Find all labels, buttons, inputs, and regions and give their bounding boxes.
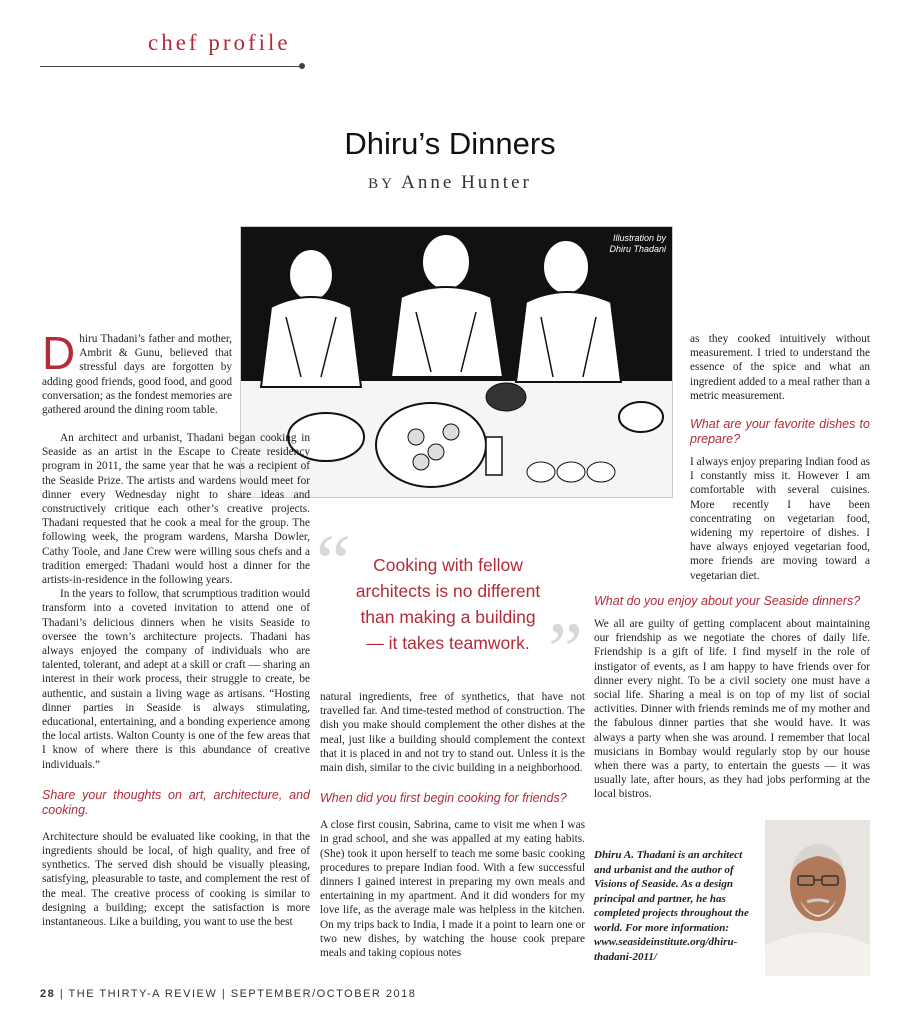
page-number: 28 — [40, 988, 56, 1000]
paragraph: An architect and urbanist, Thadani began cooking in Seaside as an artist in the Escape to Create residency program in 2011, the same year that he was a recipient of the Seaside Prize. The artists and wardens would meet for dinner every Wednesday night to share ideas and constructively critique each other’s creative projects. Thadani requested that he cook a meal for the group. The following week, the program wardens, Marsha Dowler, Cathy Toole, and Jane Crew were willing sous chefs and a tradition emerged: Thadani would host a dinner for the artists-in-residence in the following years. — [42, 432, 310, 587]
drop-cap: D — [42, 327, 76, 379]
pull-quote: Cooking with fellow architects is no different than making a building — it takes teamwork. — [355, 555, 541, 653]
paragraph: Architecture should be evaluated like cooking, in that the ingredients should be local, of high quality, and free of synthetics. The served dish should be visually pleasing, satisfying, pleasurable to taste, and complement the rest of the meal. The creative process of cooking is similar to designing a building; except the satisfaction is more instantaneous. Like a building, you want to use the best — [42, 830, 310, 929]
author-bio: Dhiru A. Thadani is an architect and urbanist and the author of Visions of Seaside. As a design principal and partner, he has completed projects throughout the world. For more information: www.seasideinstitute.org/dhiru-thadani-2011/ — [594, 849, 749, 963]
byline-author-first: Anne — [401, 172, 455, 193]
section-label: chef profile — [148, 30, 291, 55]
column-3 — [594, 594, 870, 802]
issue-date: SEPTEMBER/OCTOBER 2018 — [230, 988, 417, 1000]
footer-separator: | — [221, 988, 227, 1000]
open-quote-mark: “ — [316, 518, 351, 605]
question-heading: When did you first begin cooking for friends? — [320, 791, 567, 806]
column-2 — [320, 690, 585, 960]
paragraph: hiru Thadani’s father and mother, Ambrit & Gunu, believed that stressful days are forgotten by adding good friends, good food, and good conversation; as the fondest memories are gathered around the dining room table. — [42, 333, 232, 417]
portrait-image — [765, 820, 870, 976]
illustration-credit: Illustration by Dhiru Thadani — [609, 233, 666, 254]
paragraph: We all are guilty of getting complacent about maintaining our friendship as we negotiate the chores of daily life. Friendship is a gift of life. I find myself in the role of instigator of events, as I am happy to have friends over for dinner every night. To be a civil society one must have a social life. Sharing a meal is on top of my list of social activities. Dinner with friends reminds me of my mother and the fabulous dinner parties that she would have. It was always a party when she was around. I remember that local musicians in Bombay would regularly stop by our house when there was a party, to entertain the guests — it was usually late, after hours, as they had jobs performing at the local bistros. — [594, 618, 870, 801]
footer-separator: | — [59, 988, 65, 1000]
publication-name: THE THIRTY-A REVIEW — [68, 988, 218, 1000]
paragraph: In the years to follow, that scrumptious tradition would transform into a coveted invitation to attend one of Thadani’s delicious dinners when he visits Seaside to oversee the town’s architecture projects. Thadani has always enjoyed the company of individuals who are talented, tolerant, and adept at a skill or craft — sharing an interest in their work process, their struggle to create, be authentic, and sustain a living wage as artisans. “Hosting dinner parties in Seaside is always stimulating, educational, entertaining, and a bonding experience among the local artists. Walton County is one of the few areas that I know of where there is this abundance of creative individuals.” — [42, 588, 310, 771]
article-title: Dhiru’s Dinners — [344, 126, 556, 161]
question-heading: What are your favorite dishes to prepare? — [690, 417, 870, 447]
paragraph: A close first cousin, Sabrina, came to visit me when I was in grad school, and she was appalled at my eating habits. (She) took it upon herself to teach me some basic cooking procedures to prepare Indian food. With a few successful dinners I gained interest in preparing my own meals and entertaining in my apartment. And it did wonders for my love life, as the average male was helpless in the kitchen. On my trips back to India, I made it a point to learn one or two new dishes, by watching the house cook prepare meals and taking copious notes — [320, 819, 585, 960]
section-rule — [40, 66, 302, 67]
column-1-upper — [42, 327, 232, 417]
portrait-photo — [765, 820, 870, 976]
paragraph: as they cooked intuitively without measurement. I tried to understand the essence of the spice and what an ingredient added to a meal rather than a metric measurement. — [690, 333, 870, 402]
close-quote-mark: ” — [548, 606, 583, 693]
column-1 — [42, 431, 310, 929]
page-footer — [40, 988, 416, 1000]
question-heading: Share your thoughts on art, architecture, and cooking. — [42, 787, 310, 817]
byline-author-last: Hunter — [461, 172, 532, 193]
section-rule-dot — [299, 63, 305, 69]
paragraph: natural ingredients, free of synthetics, that have not travelled far. And time-tested method of construction. The dish you make should complement the other dishes at the meal, just like a building should complement the context that it is placed in and not try to stand out. Unless it is the main dish, similar to the civic building in a neighborhood. — [320, 691, 585, 775]
byline — [0, 172, 900, 194]
paragraph: I always enjoy preparing Indian food as I constantly miss it. However I am comfortable with several cuisines. More recently I have been concentrating on vegetarian food, widening my repertoire of dishes. I have always enjoyed vegetarian food, more friends are moving toward a vegetarian diet. — [690, 456, 870, 582]
byline-prefix: BY — [368, 176, 395, 192]
question-heading: What do you enjoy about your Seaside dinners? — [594, 594, 861, 608]
column-3-upper — [690, 332, 870, 583]
